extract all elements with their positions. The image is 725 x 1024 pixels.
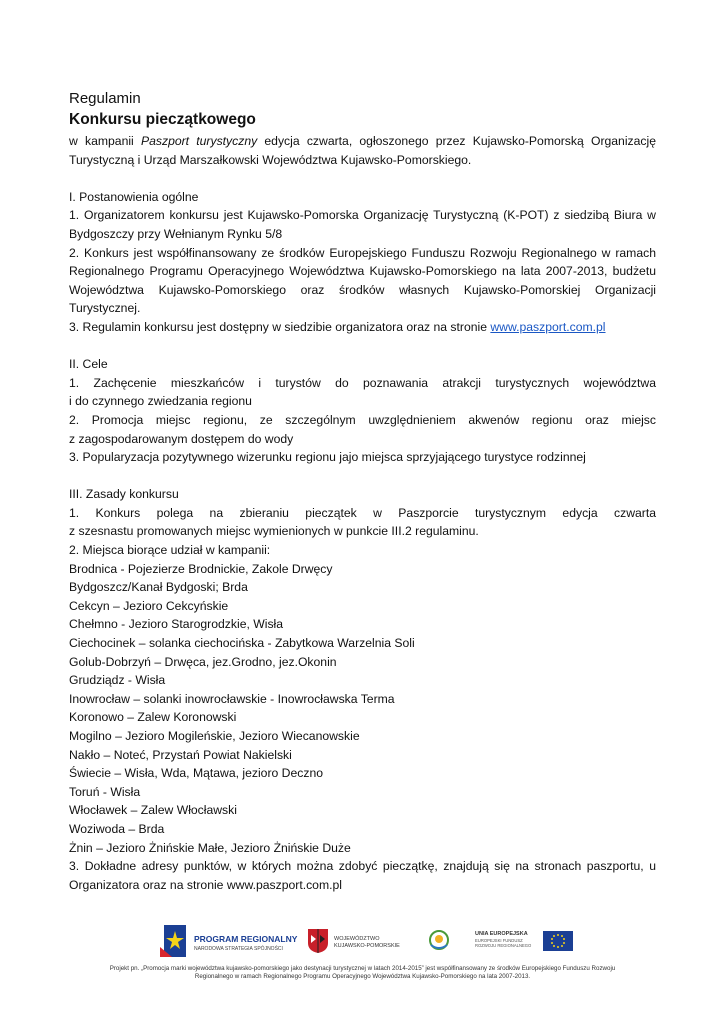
place-item: Chełmno - Jezioro Starogrodzkie, Wisła xyxy=(69,617,284,632)
place-item: Nakło – Noteć, Przystań Powiat Nakielski xyxy=(69,747,292,762)
place-item: Koronowo – Zalew Koronowski xyxy=(69,710,237,725)
footer-project-note xyxy=(60,965,665,981)
section1-p2-line3: Województwa Kujawsko-Pomorskiego oraz środków własnych Kujawsko-Pomorskiej Organizacji xyxy=(69,282,656,297)
wojewodztwo-sub: KUJAWSKO-POMORSKIE xyxy=(334,943,400,949)
section2-p2-line2: z zagospodarowanym dostępem do wody xyxy=(69,431,294,446)
section1-p2-line2: Regionalnego Programu Operacyjnego Województwa Kujawsko-Pomorskiego na lata 2007-2013, budżetu xyxy=(69,264,656,279)
section2-p3: 3. Popularyzacja pozytywnego wizerunku regionu jajo miejsca sprzyjającego turystyce rodzinnej xyxy=(69,450,586,465)
intro-line-2: Turystyczną i Urząd Marszałkowski Województwa Kujawsko-Pomorskiego. xyxy=(69,152,472,167)
section2-p2-line1: 2. Promocja miejsc regionu, ze szczególnym uwzględnieniem akwenów regionu oraz miejsc xyxy=(69,412,656,427)
section1-p3 xyxy=(69,318,656,337)
footer-note-line2: Regionalnego w ramach Regionalnego Programu Operacyjnego Województwa Kujawsko-Pomorskiego na lata 2007-2013. xyxy=(194,973,531,980)
section1-p2-line1: 2. Konkurs jest współfinansowany ze środków Europejskiego Funduszu Rozwoju Regionalnego w ramach xyxy=(69,245,656,260)
place-item: Toruń - Wisła xyxy=(69,784,141,799)
section1-p1-line2: Bydgoszczy przy Wełnianym Rynku 5/8 xyxy=(69,226,283,241)
coat-of-arms-icon xyxy=(308,929,328,953)
program-regionalny-sub: NARODOWA STRATEGIA SPÓJNOŚCI xyxy=(194,946,283,952)
section1-p3-text: 3. Regulamin konkursu jest dostępny w siedzibie organizatora oraz na stronie xyxy=(69,319,491,334)
section2-p1-line1: 1. Zachęcenie mieszkańców i turystów do poznawania atrakcji turystycznych województwa xyxy=(69,375,656,390)
place-item: Włocławek – Zalew Włocławski xyxy=(69,803,237,818)
place-item: Woziwoda – Brda xyxy=(69,821,165,836)
place-item: Inowrocław – solanki inowrocławskie - Inowrocławska Terma xyxy=(69,691,395,706)
section1-heading: I. Postanowienia ogólne xyxy=(69,189,199,204)
program-regionalny-text: PROGRAM REGIONALNY xyxy=(194,934,298,944)
section3-p3-line2: Organizatora oraz na stronie www.paszport.com.pl xyxy=(69,877,342,892)
section3-p3-line1: 3. Dokładne adresy punktów, w których można zdobyć pieczątkę, znajdują się na stronach paszportu, u xyxy=(69,859,656,874)
place-item: Golub-Dobrzyń – Drwęca, jez.Grodno, jez.Okonin xyxy=(69,654,337,669)
place-item: Ciechocinek – solanka ciechocińska - Zabytkowa Warzelnia Soli xyxy=(69,636,415,651)
section1-p1-line1: 1. Organizatorem konkursu jest Kujawsko-Pomorska Organizację Turystyczną (K-POT) z siedzibą Biura w xyxy=(69,208,656,223)
document-subtitle: Konkursu pieczątkowego xyxy=(69,111,256,128)
regulation-document xyxy=(69,88,656,894)
eu-text: UNIA EUROPEJSKA xyxy=(475,931,528,937)
paszport-website-link[interactable]: www.paszport.com.pl xyxy=(490,319,606,334)
place-item: Żnin – Jezioro Żnińskie Małe, Jezioro Żnińskie Duże xyxy=(69,840,351,855)
place-item: Grudziądz - Wisła xyxy=(69,673,166,688)
section3-heading: III. Zasady konkursu xyxy=(69,487,179,502)
eu-logo xyxy=(475,925,580,957)
place-item: Bydgoszcz/Kanał Bydgoski; Brda xyxy=(69,580,248,595)
program-regionalny-logo xyxy=(160,925,298,957)
footer-note-line1: Projekt pn. „Promocja marki województwa kujawsko-pomorskiego jako destynacji turystycznej w latach 2014-2015” jest współfinansowany ze środków Europejskiego Funduszu Rozwoju xyxy=(109,965,616,972)
footer-logos xyxy=(160,925,580,957)
tourism-organization-logo xyxy=(428,925,452,957)
section1-p2-line4: Turystycznej. xyxy=(69,301,141,316)
eu-sub: EUROPEJSKI FUNDUSZ ROZWOJU REGIONALNEGO xyxy=(475,938,532,948)
document-title: Regulamin xyxy=(69,90,141,107)
place-item: Mogilno – Jezioro Mogileńskie, Jezioro Wiecanowskie xyxy=(69,729,360,743)
place-item: Świecie – Wisła, Wda, Mątawa, jezioro Deczno xyxy=(69,766,323,781)
wojewodztwo-logo xyxy=(308,925,408,957)
intro-campaign-name: Paszport turystyczny xyxy=(140,134,258,148)
eu-flag-icon xyxy=(543,931,573,951)
program-regionalny-star-icon xyxy=(160,925,190,957)
intro-line-1 xyxy=(69,132,656,151)
tourism-logo-icon xyxy=(428,929,450,953)
place-item: Cekcyn – Jezioro Cekcyńskie xyxy=(69,598,229,613)
section2-heading: II. Cele xyxy=(69,357,108,372)
intro-rest: edycja czwarta, ogłoszonego przez Kujawsko-Pomorską Organizację xyxy=(257,134,656,148)
place-item: Brodnica - Pojezierze Brodnickie, Zakole Drwęcy xyxy=(69,561,333,576)
section3-p1-line2: z szesnastu promowanych miejsc wymienionych w punkcie III.2 regulaminu. xyxy=(69,524,479,539)
section3-p1-line1: 1. Konkurs polega na zbieraniu pieczątek w Paszporcie turystycznym edycja czwarta xyxy=(69,505,656,520)
section2-p1-line2: i do czynnego zwiedzania regionu xyxy=(69,394,252,409)
wojewodztwo-text: WOJEWÓDZTWO xyxy=(334,936,380,942)
intro-prefix: w kampanii xyxy=(69,134,141,148)
section3-p2: 2. Miejsca biorące udział w kampanii: xyxy=(69,543,271,558)
